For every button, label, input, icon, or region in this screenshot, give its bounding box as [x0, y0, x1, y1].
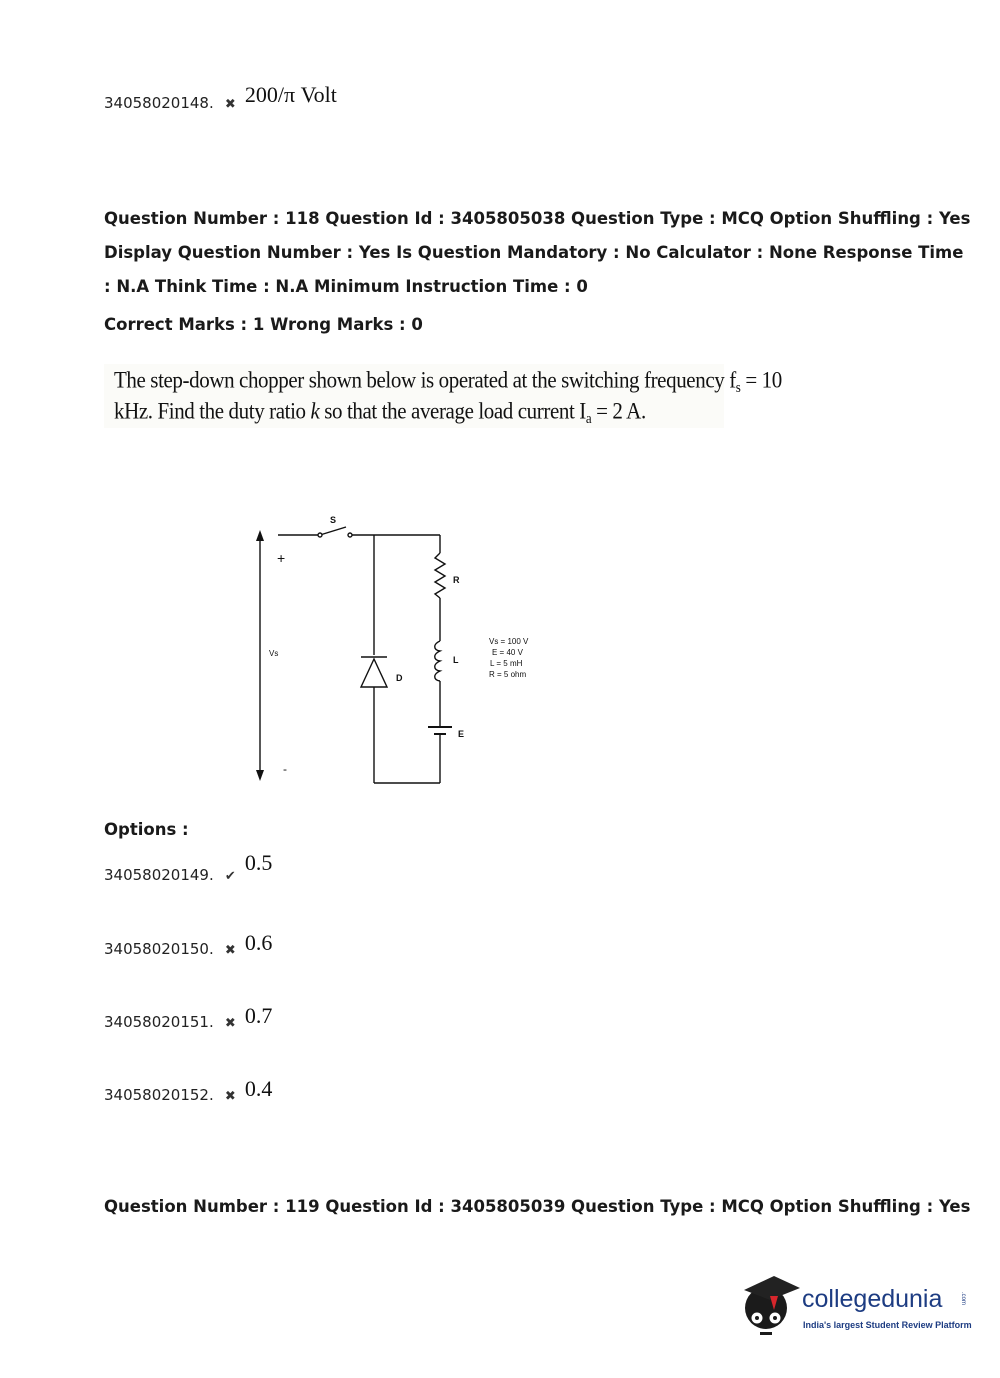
question-meta-line-3: : N.A Think Time : N.A Minimum Instruction Time : 0 — [104, 277, 588, 296]
logo-name: collegedunia — [802, 1285, 943, 1313]
option-id: 34058020148. — [104, 94, 214, 112]
option-value: 0.6 — [244, 930, 273, 955]
option-row — [104, 850, 273, 886]
question-meta-line-1: Question Number : 118 Question Id : 3405805038 Question Type : MCQ Option Shuffling : Yes — [104, 209, 971, 228]
minus-label: - — [283, 762, 287, 776]
question-text-block — [104, 364, 782, 428]
param-r: R = 5 ohm — [489, 670, 527, 679]
switch-label: S — [330, 515, 337, 525]
logo-tagline: India's largest Student Review Platform — [803, 1320, 972, 1330]
source-label: Vs — [269, 649, 279, 658]
cross-icon: ✖ — [224, 1016, 236, 1031]
next-question-meta-line-1: Question Number : 119 Question Id : 3405805039 Question Type : MCQ Option Shuffling : Yes — [104, 1197, 971, 1216]
question-meta-line-2: Display Question Number : Yes Is Question Mandatory : No Calculator : None Response Time — [104, 243, 964, 262]
plus-label: + — [277, 550, 286, 566]
cross-icon: ✖ — [224, 97, 236, 112]
collegedunia-logo — [740, 1270, 980, 1350]
prev-option-row — [104, 82, 337, 114]
battery-label: E — [458, 729, 465, 739]
option-id: 34058020150. — [104, 940, 214, 958]
logo-suffix: .com — [960, 1292, 966, 1306]
options-label: Options : — [104, 820, 189, 839]
param-e: E = 40 V — [492, 648, 523, 657]
diode-label: D — [396, 673, 403, 683]
question-text-line-2: kHz. Find the duty ratio k so that the average load current $I_a = 2$ A. — [114, 397, 646, 427]
param-l: L = 5 mH — [490, 659, 523, 668]
marks-line: Correct Marks : 1 Wrong Marks : 0 — [104, 315, 423, 334]
option-id: 34058020152. — [104, 1086, 214, 1104]
option-row — [104, 930, 273, 960]
cross-icon: ✖ — [224, 943, 236, 958]
option-value: 0.4 — [244, 1076, 273, 1101]
check-icon: ✔ — [224, 869, 236, 884]
option-row — [104, 1076, 273, 1106]
question-text-line-1: The step-down chopper shown below is operated at the switching frequency $f_s = 10$ — [114, 366, 782, 396]
mascot-icon — [740, 1270, 802, 1340]
inductor-label: L — [453, 655, 459, 665]
resistor-label: R — [453, 575, 460, 585]
cross-icon: ✖ — [224, 1089, 236, 1104]
option-value: 0.7 — [244, 1003, 273, 1028]
option-value: 200/π Volt — [244, 82, 337, 107]
option-id: 34058020149. — [104, 866, 214, 884]
param-vs: Vs = 100 V — [489, 637, 529, 646]
chopper-circuit-diagram — [240, 505, 540, 805]
option-value: 0.5 — [244, 850, 273, 875]
option-id: 34058020151. — [104, 1013, 214, 1031]
option-row — [104, 1003, 273, 1033]
